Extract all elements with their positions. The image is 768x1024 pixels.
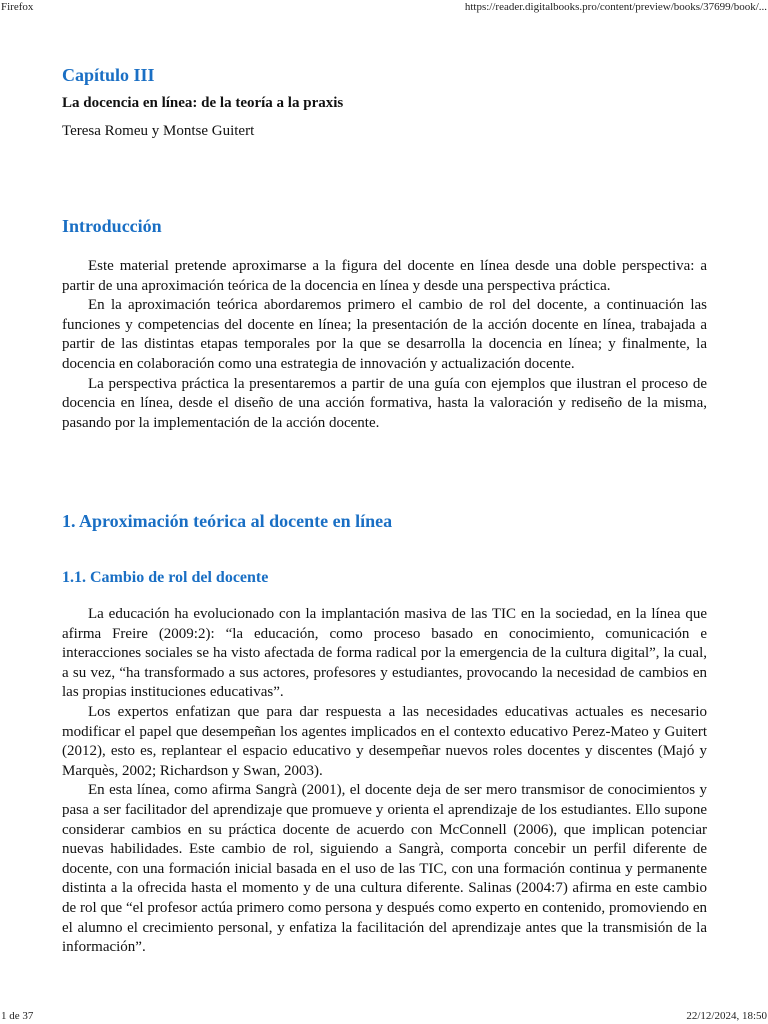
- chapter-title: Capítulo III: [62, 65, 155, 85]
- page-url[interactable]: https://reader.digitalbooks.pro/content/preview/books/37699/book/...: [464, 1, 767, 13]
- intro-body: [62, 257, 707, 433]
- paragraph: En la aproximación teórica abordaremos primero el cambio de rol del docente, a continuación las funciones y competencias del docente en línea; la presentación de la acción docente en línea, trabajada a partir de las distintas etapas temporales por la que se desarrolla la docencia en línea; y finalmente, la docencia en colaboración como una estrategia de innovación y actualización docente.: [62, 297, 707, 372]
- paragraph: La educación ha evolucionado con la implantación masiva de las TIC en la sociedad, en la línea que afirma Freire (2009:2): “la educación, como proceso basado en conocimiento, comunicación e interacciones sociales se ha visto afectada de forma radical por la emergencia de la cultura digital”, la cual, a su vez, “ha transformado a sus actores, profesores y estudiantes, provocando la necesidad de cambios en las propias instituciones educativas”.: [62, 606, 707, 701]
- page-counter: 1 de 37: [1, 1010, 34, 1022]
- print-header: [0, 0, 768, 14]
- section-1-1-body: [62, 605, 707, 958]
- section-1-1-heading: 1.1. Cambio de rol del docente: [62, 569, 269, 586]
- intro-heading: Introducción: [62, 216, 162, 236]
- paragraph: Los expertos enfatizan que para dar respuesta a las necesidades educativas actuales es necesario modificar el papel que desempeñan los agentes implicados en el contexto educativo Perez-Mateo y Guitert (2012), esto es, replantear el espacio educativo y desempeñar nuevos roles docentes y discentes (Majó y Marquès, 2002; Richardson y Swan, 2003).: [62, 703, 707, 779]
- chapter-subtitle: La docencia en línea: de la teoría a la praxis: [62, 95, 344, 111]
- print-footer: [0, 1008, 768, 1024]
- print-datetime: 22/12/2024, 18:50: [686, 1010, 767, 1022]
- chapter-authors: Teresa Romeu y Montse Guitert: [62, 123, 255, 139]
- paragraph: Este material pretende aproximarse a la figura del docente en línea desde una doble perspectiva: a partir de una aproximación teórica de la docencia en línea y desde una perspectiva práctica.: [62, 258, 707, 294]
- paragraph: La perspectiva práctica la presentaremos a partir de una guía con ejemplos que ilustran el proceso de docencia en línea, desde el diseño de una acción formativa, hasta la valoración y rediseño de la misma, pasando por la implementación de la acción docente.: [62, 375, 707, 431]
- paragraph: En esta línea, como afirma Sangrà (2001), el docente deja de ser mero transmisor de conocimientos y pasa a ser facilitador del aprendizaje que promueve y orienta el aprendizaje de los estudiantes. Ello supone considerar cambios en su práctica docente de acuerdo con McConnell (2006), que implican potenciar nuevas habilidades. Este cambio de rol, siguiendo a Sangrà, comporta concebir un perfil diferente de docente, con una formación inicial basada en el uso de las TIC, con una formación continua y permanente distinta a la ofrecida hasta el momento y de una cultura diferente. Salinas (2004:7) afirma en este cambio de rol que “el profesor actúa primero como persona y después como experto en contenido, promoviendo en el alumno el crecimiento personal, y enfatiza la facilitación del aprendizaje antes que la transmisión de la información”.: [62, 782, 707, 956]
- browser-name: Firefox: [1, 1, 34, 13]
- section-1-heading: 1. Aproximación teórica al docente en línea: [62, 511, 393, 531]
